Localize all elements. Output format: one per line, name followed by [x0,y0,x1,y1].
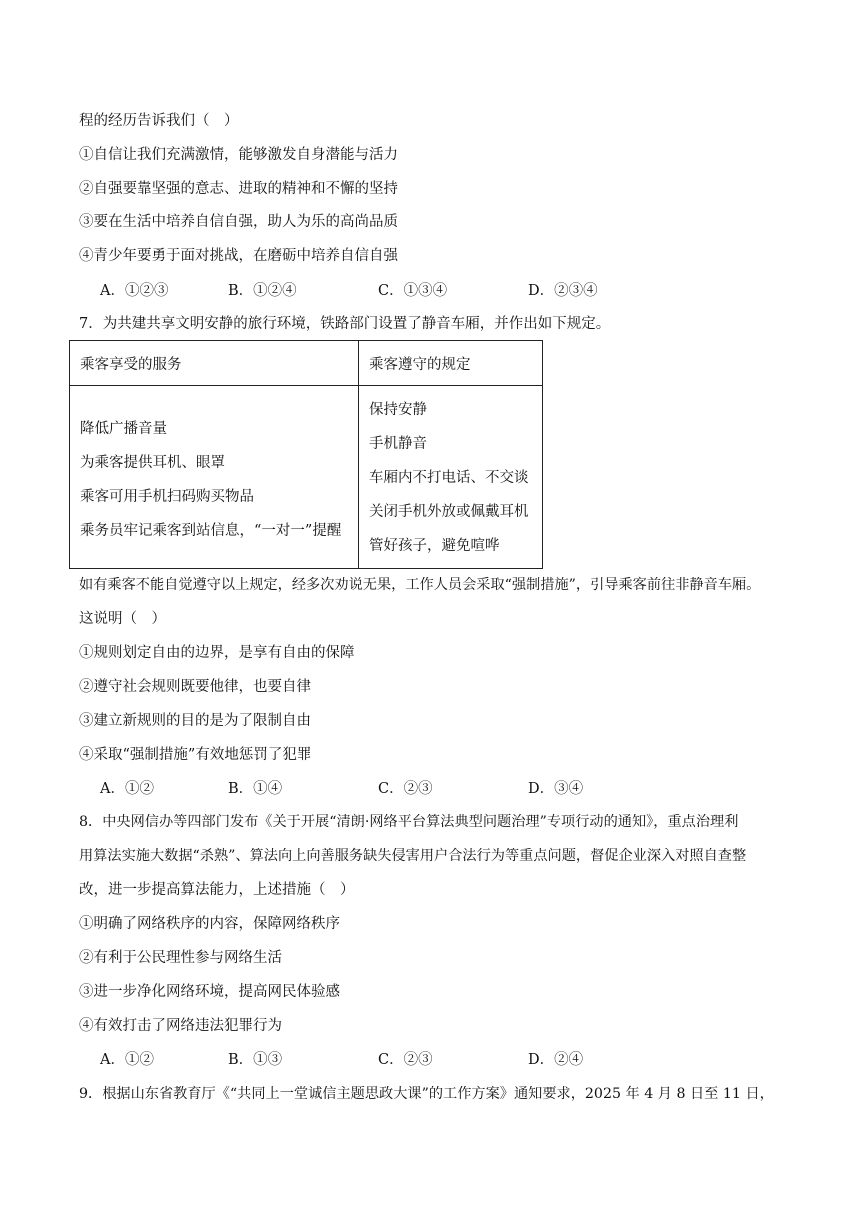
q8-stem-line-1: 8．中央网信办等四部门发布《关于开展“清朗·网络平台算法典型问题治理”专项行动的通知》，重点治理利 [79,814,739,830]
q6-statement-2: ②自强要靠坚强的意志、进取的精神和不懈的坚持 [79,181,398,197]
q7-statement-4: ④采取“强制措施”有效地惩罚了犯罪 [79,747,312,763]
quiet-carriage-rules-table [69,340,543,569]
q7-option-b: B．①④ [228,781,283,797]
q8-option-c: C．②③ [378,1052,433,1068]
service-item: 乘务员牢记乘客到站信息，“一对一”提醒 [80,523,342,539]
rule-item: 手机静音 [369,436,427,452]
table-body-row [70,386,543,569]
q6-option-a: A．①②③ [100,283,169,299]
q6-stem-tail: 程的经历告诉我们（ ） [79,113,239,129]
q6-statement-3: ③要在生活中培养自信自强，助人为乐的高尚品质 [79,214,398,230]
q7-option-a: A．①② [100,781,154,797]
q8-statement-1: ①明确了网络秩序的内容，保障网络秩序 [79,916,340,932]
q7-statement-2: ②遵守社会规则既要他律，也要自律 [79,679,311,695]
q8-options [100,1050,800,1070]
q7-question: 这说明（ ） [79,611,166,627]
rule-item: 管好孩子，避免喧哗 [369,538,500,554]
service-item: 乘客可用手机扫码购买物品 [80,489,254,505]
header-rules: 乘客遵守的规定 [359,341,543,386]
q8-stem-line-3: 改，进一步提高算法能力，上述措施（ ） [79,882,355,898]
q7-stem: 7．为共建共享文明安静的旅行环境，铁路部门设置了静音车厢，并作出如下规定。 [79,316,611,332]
q7-option-c: C．②③ [378,781,433,797]
table-header-row [70,341,543,386]
q6-statement-1: ①自信让我们充满激情，能够激发自身潜能与活力 [79,147,398,163]
service-item: 降低广播音量 [80,421,167,437]
q9-stem-line-1: 9．根据山东省教育厅《“共同上一堂诚信主题思政大课”的工作方案》通知要求，2025 年 4 月 8 日至 11 日， [79,1086,774,1102]
q6-option-c: C．①③④ [378,283,448,299]
q8-statement-2: ②有利于公民理性参与网络生活 [79,950,282,966]
q8-option-d: D．②④ [528,1052,584,1068]
q8-statement-3: ③进一步净化网络环境，提高网民体验感 [79,984,340,1000]
q8-statement-4: ④有效打击了网络违法犯罪行为 [79,1018,282,1034]
q8-stem-line-2: 用算法实施大数据“杀熟”、算法向上向善服务缺失侵害用户合法行为等重点问题，督促企业深入对照自查整 [79,848,747,864]
q6-statement-4: ④青少年要勇于面对挑战，在磨砺中培养自信自强 [79,248,398,264]
q7-statement-1: ①规则划定自由的边界，是享有自由的保障 [79,645,355,661]
services-cell [70,386,359,569]
rule-item: 关闭手机外放或佩戴耳机 [369,504,529,520]
q7-stem-continued: 如有乘客不能自觉遵守以上规定，经多次劝说无果，工作人员会采取“强制措施”，引导乘客前往非静音车厢。 [79,577,761,593]
q8-option-b: B．①③ [228,1052,283,1068]
rule-item: 车厢内不打电话、不交谈 [369,470,529,486]
q6-option-d: D．②③④ [528,283,598,299]
q7-statement-3: ③建立新规则的目的是为了限制自由 [79,713,311,729]
rules-cell [359,386,543,569]
q8-option-a: A．①② [100,1052,154,1068]
q6-options [100,281,800,301]
q7-options [100,779,800,799]
q6-option-b: B．①②④ [228,283,297,299]
header-services: 乘客享受的服务 [70,341,359,386]
rule-item: 保持安静 [369,402,427,418]
q7-option-d: D．③④ [528,781,584,797]
service-item: 为乘客提供耳机、眼罩 [80,455,225,471]
